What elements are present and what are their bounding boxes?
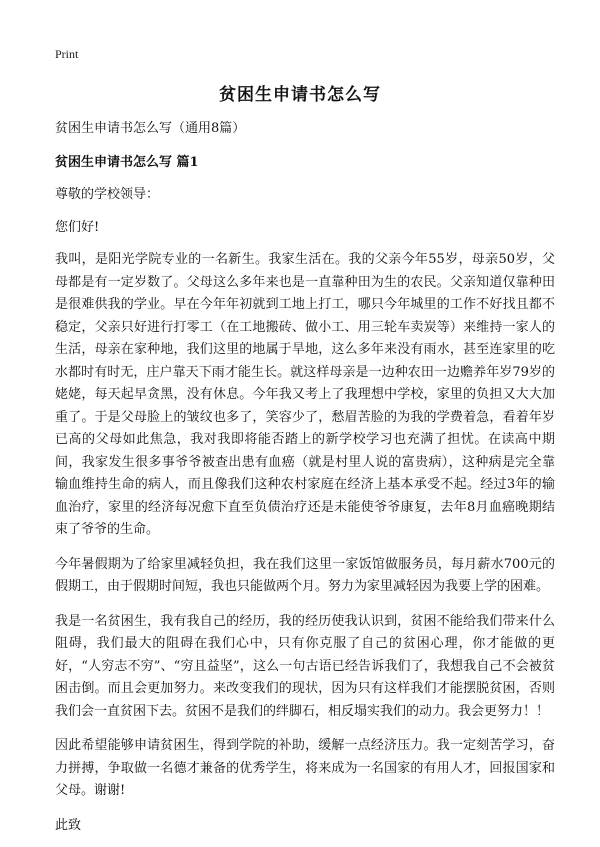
paragraph-attitude: 我是一名贫困生，我有我自己的经历，我的经历使我认识到，贫困不能给我们带来什么阻碍，我们最大的阻碍在我们心中，只有你克服了自己的贫困心理，你才能做的更好，“人穷志不穷”、“穷且益坚”，这么一句古语已经告诉我们了，我想我自己不会被贫困击倒。而且会更加努力。来改变我们的现状，因为只有这样我们才能摆脱贫困，否则我们会一直贫困下去。贫困不是我们的绊脚石，相反塌实我们的动力。我会更努力！！ (55, 613, 555, 719)
paragraph-summer-job: 今年暑假期为了给家里减轻负担，我在我们这里一家饭馆做服务员，每月薪水700元的假期工，由于假期时间短，我也只能做两个月。努力为家里减轻因为我要上学的困难。 (55, 556, 555, 594)
salutation: 尊敬的学校领导： (55, 187, 160, 202)
closing: 此致 (55, 817, 82, 833)
print-link[interactable]: Print (55, 47, 79, 61)
greeting: 您们好! (55, 219, 100, 235)
paragraph-request: 因此希望能够申请贫困生，得到学院的补助，缓解一点经济压力。我一定刻苦学习，奋力拼搏，争取做一名德才兼备的优秀学生，将来成为一名国家的有用人才，回报国家和父母。谢谢! (55, 738, 555, 798)
section-heading: 贫困生申请书怎么写 篇1 (55, 154, 199, 170)
document-title: 贫困生申请书怎么写 (219, 85, 381, 105)
document-body (55, 118, 555, 847)
document-subtitle: 贫困生申请书怎么写（通用8篇） (55, 121, 246, 136)
paragraph-family-background: 我叫，是阳光学院专业的一名新生。我家生活在。我的父亲今年55岁，母亲50岁，父母都是有一定岁数了。父母这么多年来也是一直靠种田为生的农民。父亲知道仅靠种田是很难供我的学业。早在今年年初就到工地上打工，哪只今年城里的工作不好找且都不稳定，父亲只好进行打零工（在工地搬砖、做小工、用三轮车卖炭等）来维持一家人的生活，母亲在家种地，我们这里的地属于旱地，这么多年来没有雨水，甚至连家里的吃水都时有时无，庄户靠天下雨才能生长。就这样母亲是一边种农田一边赡养年岁79岁的姥姥，每天起早贪黑，没有休息。今年我又考上了我理想中学校，家里的负担又大大加重了。于是父母脸上的皱纹也多了，笑容少了，愁眉苦脸的为我的学费着急，看着年岁已高的父母如此焦急，我对我即将能否踏上的新学校学习也充满了担忧。在读高中期间，我家发生很多事爷爷被查出患有血癌（就是村里人说的富贵病），这种病是完全靠输血维持生命的病人，而且像我们这种农村家庭在经济上基本承受不起。经过3年的输血治疗，家里的经济每况愈下直至负债治疗还是未能使爷爷康复，去年8月血癌晚期结束了爷爷的生命。 (55, 252, 555, 537)
